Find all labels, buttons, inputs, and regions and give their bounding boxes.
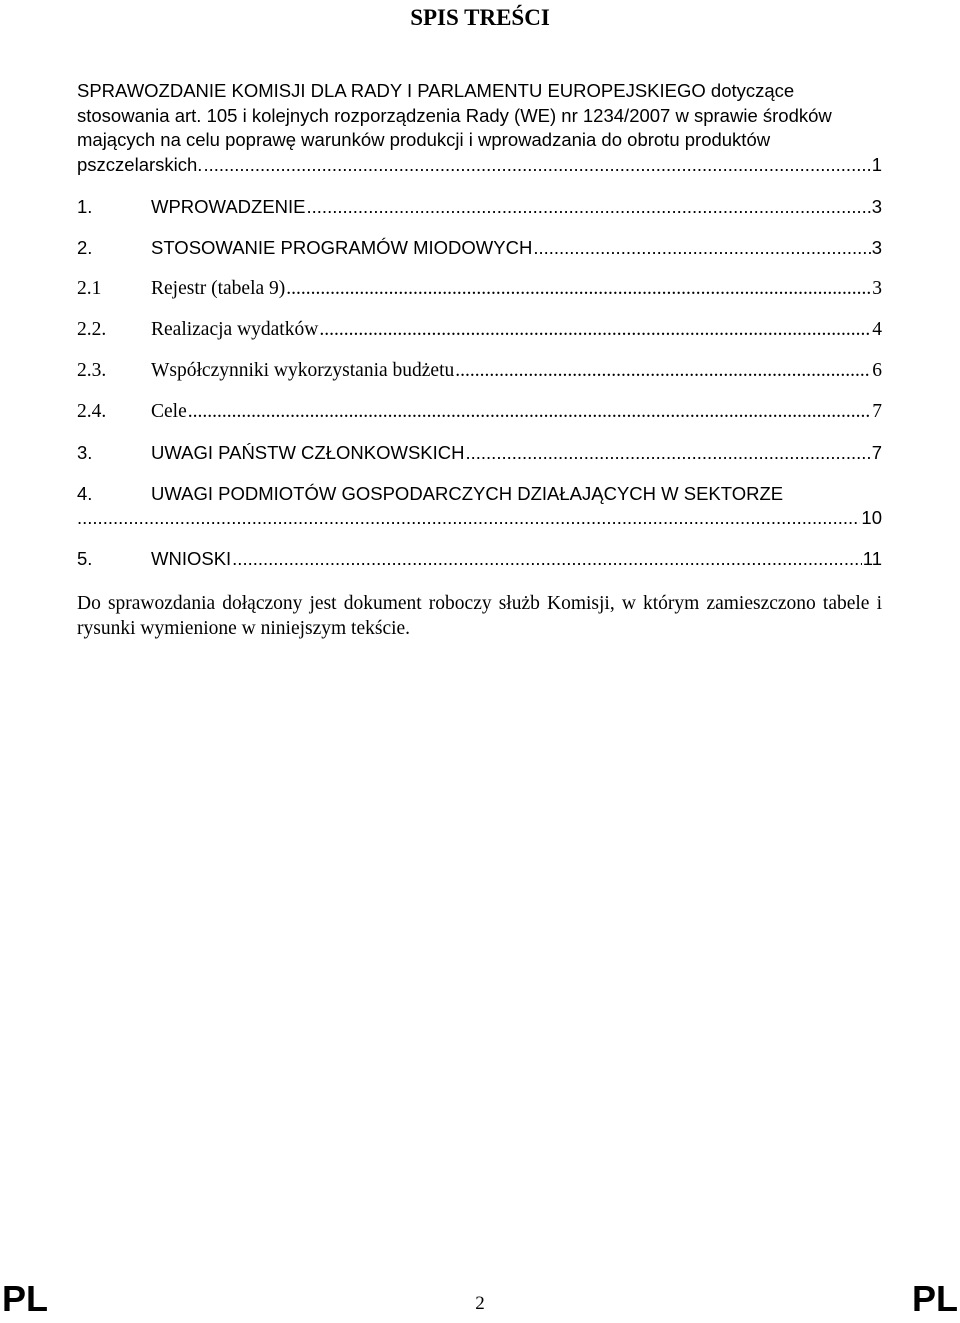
toc-leader-dots	[307, 195, 871, 219]
toc-entry-title: WNIOSKI	[151, 548, 232, 569]
toc-leader-dots	[455, 359, 871, 383]
toc-page-number: 3	[871, 196, 882, 217]
toc-intro-last-text: pszczelarskich.	[77, 153, 203, 175]
toc-entry-number: 4.	[77, 483, 93, 504]
toc-intro-line: SPRAWOZDANIE KOMISJI DLA RADY I PARLAMENTU EUROPEJSKIEGO dotyczące	[77, 80, 795, 101]
toc-entry-2-4[interactable]	[77, 400, 882, 424]
toc-entry-title: Cele	[151, 401, 187, 422]
toc-entry-2[interactable]	[77, 236, 882, 260]
toc-entry-number: 1.	[77, 196, 93, 217]
toc-leader-dots	[77, 506, 860, 530]
page-title: SPIS TREŚCI	[410, 5, 550, 30]
toc-leader-dots	[465, 441, 870, 465]
toc-intro-line: mających na celu poprawę warunków produkcji i wprowadzania do obrotu produktów	[77, 129, 771, 150]
toc-leader-dots	[533, 236, 870, 260]
language-code-right: PL	[911, 1278, 958, 1319]
toc-leader-dots	[188, 400, 872, 424]
toc-intro-entry[interactable]	[77, 79, 882, 177]
toc-intro-last-line	[77, 153, 882, 178]
toc-leader-dots	[232, 547, 862, 571]
toc-entry-1[interactable]	[77, 195, 882, 219]
toc-entry-first-line	[77, 482, 882, 506]
toc-entry-number: 2.	[77, 237, 93, 258]
toc-entry-4[interactable]	[77, 482, 882, 530]
toc-page-number: 10	[861, 507, 882, 528]
toc-entry-number: 5.	[77, 548, 93, 569]
annex-note: Do sprawozdania dołączony jest dokument roboczy służb Komisji, w którym zamieszczono tabele i rysunki wymienione w niniejszym tekście.	[77, 593, 882, 639]
toc-entry-2-3[interactable]	[77, 359, 882, 383]
toc-entry-title: UWAGI PAŃSTW CZŁONKOWSKICH	[151, 442, 465, 463]
toc-page-number: 4	[872, 319, 882, 340]
toc-page-number: 7	[872, 401, 882, 422]
toc-page-number: 6	[872, 360, 882, 381]
toc-entry-2-1[interactable]	[77, 277, 882, 301]
page-number: 2	[475, 1293, 485, 1314]
language-code-left: PL	[2, 1278, 49, 1319]
toc-entry-title: Współczynniki wykorzystania budżetu	[151, 360, 455, 381]
toc-entry-title: WPROWADZENIE	[151, 196, 306, 217]
toc-intro-line: stosowania art. 105 i kolejnych rozporządzenia Rady (WE) nr 1234/2007 w sprawie środków	[77, 104, 832, 126]
toc-page-number: 11	[862, 548, 882, 569]
toc-page-number: 7	[871, 442, 882, 463]
toc-page-number: 3	[872, 278, 882, 299]
toc-entry-second-line	[77, 506, 882, 530]
toc-entry-5[interactable]	[77, 547, 882, 571]
toc-entry-2-2[interactable]	[77, 318, 882, 342]
toc-entry-title: Realizacja wydatków	[151, 319, 319, 340]
toc-leader-dots	[286, 277, 871, 301]
toc-entry-title: Rejestr (tabela 9)	[151, 278, 286, 299]
toc-entry-number: 2.2.	[77, 319, 107, 340]
toc-entry-number: 2.3.	[77, 360, 107, 381]
toc-leader-dots	[319, 318, 871, 342]
toc-entry-number: 3.	[77, 442, 93, 463]
toc-entry-number: 2.1	[77, 278, 102, 299]
toc-leader-dots	[203, 153, 870, 178]
toc-entry-title: UWAGI PODMIOTÓW GOSPODARCZYCH DZIAŁAJĄCYCH W SEKTORZE	[151, 483, 784, 504]
toc-page-number: 3	[871, 237, 882, 258]
toc-entry-title: STOSOWANIE PROGRAMÓW MIODOWYCH	[151, 237, 533, 258]
toc-entry-number: 2.4.	[77, 401, 107, 422]
toc-entry-3[interactable]	[77, 441, 882, 465]
toc-page-number: 1	[871, 153, 882, 175]
